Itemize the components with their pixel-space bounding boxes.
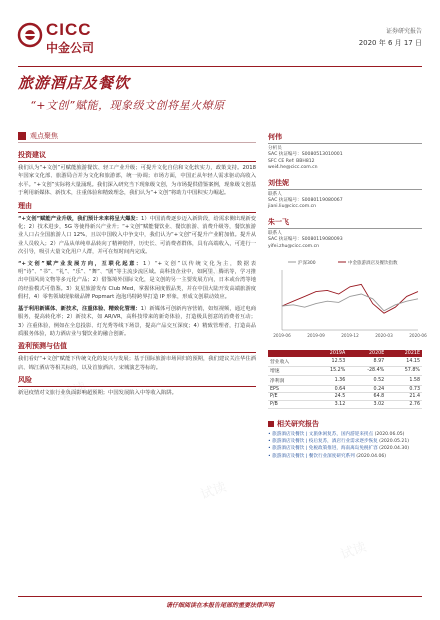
related-report-link[interactable]: • 旅游酒店及餐饮 | 文旅休闲复苏，国内游迎来拐点 [268, 431, 375, 437]
legend-label: 沪深300 [298, 261, 316, 267]
table-cell: 3.12 [311, 401, 347, 409]
cicc-logo [18, 18, 128, 58]
section-title-risk: 风险 [18, 375, 256, 387]
paragraph-lead: 基于利用新媒体、新技术，注重体验、精致化管理： [18, 305, 141, 312]
index-chart-svg [268, 256, 427, 344]
related-report-item[interactable] [268, 439, 422, 445]
table-header-row [268, 350, 422, 357]
paragraph-valuation: 我们看好“+文创”赋能下传统文化的复兴与发展；基于国际旅游市场回归的预期，我们建议关注华住酒店、锦江酒店等相关标的，以及首旅酒店、宋城演艺等标的。 [18, 356, 256, 371]
report-title: 旅游酒店及餐饮 [18, 74, 131, 92]
table-row [268, 366, 422, 376]
analyst-role: 联系人 [268, 230, 282, 236]
report-date: 2020 年 6 月 17 日 [358, 39, 422, 47]
analyst-sfc: SFC CE Ref: BBH812 [268, 158, 315, 164]
footer-divider [18, 596, 422, 597]
table-cell: 0.52 [347, 376, 386, 386]
analyst-sac: SAC 执证编号：S0080119080093 [268, 237, 343, 243]
legend-label: 中金旅游酒店及餐饮指数 [348, 261, 398, 267]
watermark: 试读 [338, 539, 369, 563]
series-line [282, 284, 418, 313]
table-cell: 0.73 [386, 385, 422, 393]
analyst-card [268, 132, 422, 172]
analyst-email[interactable]: yifei.zhu@cicc.com.cn [268, 243, 320, 249]
table-cell: 15.2% [311, 366, 347, 376]
table-cell: P/B [268, 401, 311, 409]
tag-divider [18, 142, 256, 143]
analyst-sac: SAC 执证编号：S0080513010001 [268, 152, 343, 158]
analyst-name: 何伟 [268, 132, 422, 144]
section-title-valuation: 盈利预测与估值 [18, 341, 256, 353]
section-title-reasons: 理由 [18, 201, 256, 213]
table-cell: 0.64 [311, 385, 347, 393]
related-report-item[interactable] [268, 446, 422, 452]
paragraph-body: 1）新媒体可创新内容营销，如短视频，通过电商服务，提高转化率；2）新技术，如 AR/VR，高科技带来的新奇体验，打造极具创意的消费者互动；3）注重体验，例如在全息投影、灯光秀等线下场景，提高产品交互深度；4）精致管理者，打造高品质服务体验，助力酒店业与餐饮业的融合创新。 [18, 305, 256, 337]
index-chart [268, 256, 427, 344]
table-cell: 营业收入 [268, 357, 311, 366]
related-title [268, 419, 422, 429]
series-line [282, 294, 418, 311]
report-subtitle: “+文创”赋能，现象级文创将星火燎原 [30, 99, 225, 112]
table-cell: 净利润 [268, 376, 311, 386]
paragraph-reason-2 [18, 260, 256, 302]
table-header: 2019A [311, 350, 347, 357]
table-row [268, 376, 422, 386]
analyst-role: 分析员 [268, 146, 282, 151]
related-report-date: (2020.04.30) [379, 446, 410, 452]
table-cell: 3.02 [347, 401, 386, 409]
table-cell: 64.8 [347, 393, 386, 401]
table-header: 2021E [386, 350, 422, 357]
paragraph-body: 1）“+文创”以传统文化为主，数据表明“诗”、“书”、“礼”、“乐”、“舞”、“剧”等主流步流区域。高科技企业中，如阿里、腾讯等，学习推出中国风尚文物等多元化产品；2）借鉴境外国际文化，是文创的另一主要发展方向，日本或台湾等地的经验模式可借鉴。3）复星旅游发布 Club Med，掌握休闲度假品类，并在中国大陆开发高端旅游度假村，4）零售领域现象级品牌 Popmart 泡泡玛特跨界打造 IP 形象，形成文创联动效应。 [18, 260, 256, 301]
paragraph-body: 1）中国消费逐步迈入新阶段，给需求侧出现新变化；2）技术进步，5G 等使得新兴产业升；“+文创”赋能餐饮业、餐饮旅游、消费升级等，餐饮旅游业人口占全国旅游人口 12%，且以中国收入中争支中，我们认为“+文创”可提升产业附加值。提升从业人员收入；2）产品从单纯单品转向了精神陪伴，历史长、可消费者群体，具有高端收入，可进行一次引导，吸引大量文化用户人群，并可在短时间内完成。 [18, 215, 256, 256]
watermark: 试读 [58, 159, 89, 183]
main-content [18, 150, 256, 401]
paragraph-reason-3 [18, 305, 256, 339]
analyst-sac: SAC 执证编号：S0080119080067 [268, 198, 343, 204]
financial-table [268, 350, 422, 409]
analyst-card [268, 178, 422, 211]
table-cell: 1.58 [386, 376, 422, 386]
report-type: 证券研究报告 [385, 28, 422, 35]
tag-square-icon [18, 132, 26, 140]
report-header [18, 18, 422, 58]
section-title-investment: 投资建议 [18, 150, 256, 162]
header-divider [18, 66, 422, 67]
table-cell: -28.4% [347, 366, 386, 376]
analyst-card [268, 217, 422, 250]
related-title-text: 相关研究报告 [277, 419, 319, 428]
related-reports [268, 419, 422, 460]
table-cell: EPS [268, 385, 311, 393]
square-bullet-icon [268, 421, 274, 427]
related-report-link[interactable]: • 旅游酒店及餐饮 | 餐饮行业深度研究系列 [268, 453, 357, 459]
legal-footer: 请仔细阅读在本报告尾部的重要法律声明 [165, 602, 274, 609]
paragraph-risk: 新冠疫情对文旅行业负面影响超预期；中国发展陷入中等收入陷阱。 [18, 390, 177, 397]
related-report-link[interactable]: • 旅游酒店及餐饮 | 疫后复苏，酒店行业需求逐步恢复 [268, 438, 380, 444]
related-report-date: (2020.06.05) [374, 431, 405, 437]
analyst-name: 刘佳妮 [268, 178, 422, 190]
table-cell: 24.5 [311, 393, 347, 401]
x-tick-label: 2019-06 [273, 333, 291, 339]
watermark: 试读 [198, 259, 229, 283]
table-cell: 14.15 [386, 357, 422, 366]
logo-text-cn: 中金公司 [46, 41, 95, 55]
table-row [268, 357, 422, 366]
x-tick-label: 2019-09 [307, 333, 325, 339]
table-row [268, 385, 422, 393]
paragraph-lead: “+文创”赋能产业升级，我们预计未来将呈大爆发： [18, 215, 142, 222]
table-cell: 增速 [268, 366, 311, 376]
sidebar [268, 132, 427, 461]
analyst-email[interactable]: wei4.he@cicc.com.cn [268, 165, 318, 171]
paragraph-lead: “+文创”赋产业发展方向，互联化起意： [18, 260, 143, 267]
table-cell: 12.53 [311, 357, 347, 366]
analyst-role: 联系人 [268, 191, 282, 197]
table-header: 2020E [347, 350, 386, 357]
table-cell: 0.24 [347, 385, 386, 393]
x-tick-label: 2020-03 [375, 333, 393, 339]
cicc-logo-icon [18, 23, 42, 47]
x-tick-label: 2019-12 [341, 333, 359, 339]
related-report-link[interactable]: • 旅游酒店及餐饮 | 免税政策推进，海南离岛免税扩容 [268, 446, 380, 452]
table-cell: 57.8% [386, 366, 422, 376]
table-cell: 21.4 [386, 393, 422, 401]
watermark: 试读 [58, 379, 89, 403]
analyst-name: 朱一飞 [268, 217, 422, 229]
related-report-item[interactable] [268, 432, 422, 438]
x-tick-label: 2020-06 [409, 333, 427, 339]
table-cell: 1.36 [311, 376, 347, 386]
table-cell: 8.97 [347, 357, 386, 366]
tag-label: 观点聚焦 [30, 132, 58, 140]
paragraph-reason-1 [18, 215, 256, 257]
table-cell: P/E [268, 393, 311, 401]
related-report-date: (2020.04.06) [356, 453, 387, 459]
related-report-item[interactable] [268, 454, 422, 460]
paragraph-investment: 我们认为“+文创”可赋能旅游餐饮、轻工产业升级；可提升文化自信和文化软实力，政策支持。2018 年国家文化部、旅游局合并为文化和旅游部，统一协调；市场方面，中国正从年轻人需求驱动高收入水平。“+文创”实际将大量涌现。我们深入研究当下现象级文创，为市场提供借鉴案例，现象级文创基于利用新媒体、新技术，注重体验和精致理念，我们认为“+文创”将助力中国积实力崛起。 [18, 165, 256, 197]
table-cell: 2.76 [386, 401, 422, 409]
table-row [268, 401, 422, 409]
analyst-email[interactable]: jiani.liu@cicc.com.cn [268, 204, 317, 210]
table-row [268, 393, 422, 401]
table-header [268, 350, 311, 357]
related-report-date: (2020.05.21) [379, 438, 410, 444]
watermark: 试读 [198, 479, 229, 503]
logo-text-en: CICC [46, 20, 92, 39]
